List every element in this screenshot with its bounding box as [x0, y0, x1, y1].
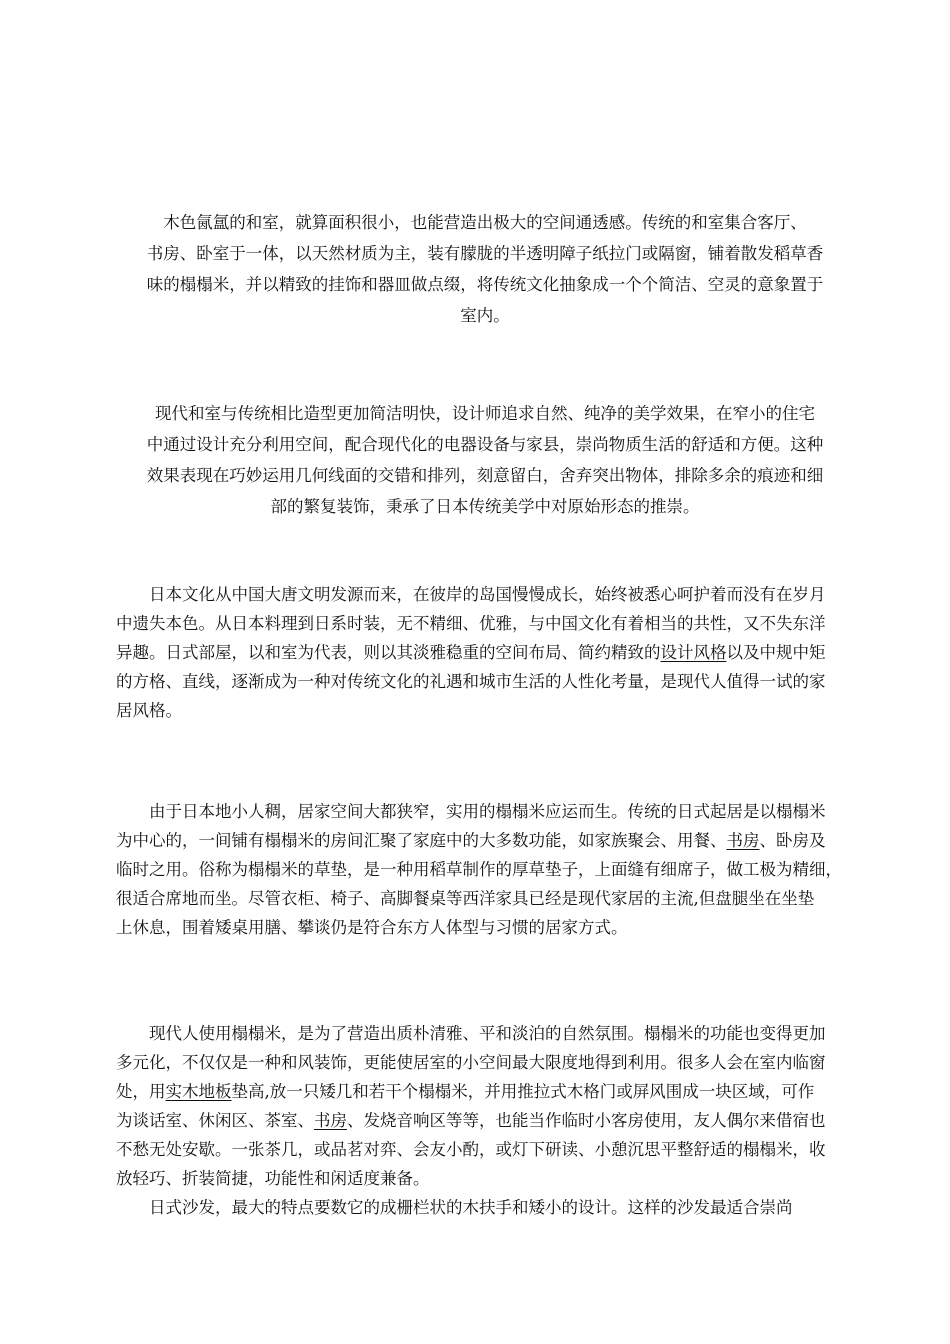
text-segment: 部的繁复装饰，秉承了日本传统美学中对原始形态的推崇。 — [270, 497, 700, 516]
text-line — [116, 1019, 854, 1048]
text-segment: 中通过设计充分利用空间，配合现代化的电器设备与家县，崇尚物质生活的舒适和方便。这种 — [146, 435, 824, 454]
text-line — [116, 913, 854, 942]
text-segment: 以及中规中矩 — [726, 643, 826, 662]
text-segment: 由于日本地小人稠，居家空间大都狭窄，实用的榻榻米应运而生。传统的日式起居是以榻榻米 — [149, 802, 826, 821]
inline-link[interactable]: 书房 — [314, 1111, 347, 1130]
text-segment: 为中心的，一间铺有榻榻米的房间汇聚了家庭中的大多数功能，如家族聚会、用餐、 — [116, 831, 727, 850]
text-line — [116, 826, 854, 855]
text-segment: 现代和室与传统相比造型更加简洁明快，设计师追求自然、纯净的美学效果，在窄小的住宅 — [155, 404, 815, 423]
text-segment: 室内。 — [460, 306, 510, 325]
text-line — [116, 460, 854, 491]
text-segment: 效果表现在巧妙运用几何线面的交错和排列，刻意留白，舍弃突出物体，排除多余的痕迹和细 — [146, 466, 824, 485]
text-line — [116, 855, 854, 884]
paragraph-washitsu-intro — [116, 207, 854, 331]
text-segment: 上休息，围着矮桌用膳、攀谈仍是符合东方人体型与习惯的居家方式。 — [116, 918, 628, 937]
text-line — [116, 1193, 854, 1222]
text-segment: 、卧房及 — [759, 831, 826, 850]
text-line — [116, 300, 854, 331]
text-line — [116, 638, 854, 667]
text-line — [116, 667, 854, 696]
text-line — [116, 609, 854, 638]
text-line — [116, 797, 854, 826]
text-segment: 味的榻榻米，并以精致的挂饰和器皿做点缀，将传统文化抽象成一个个简洁、空灵的意象置于 — [146, 275, 824, 294]
text-segment: 垫高,放一只矮几和若干个榻榻米，并用推拉式木格门或屏风围成一块区域，可作 — [231, 1082, 815, 1101]
inline-link[interactable]: 设计风格 — [660, 643, 727, 662]
text-line — [116, 1077, 854, 1106]
paragraph-japanese-culture — [116, 580, 854, 725]
text-line — [116, 580, 854, 609]
text-segment: 很适合席地而坐。尽管衣柜、椅子、高脚餐桌等西洋家具已经是现代家居的主流,但盘腿坐在坐垫 — [116, 889, 815, 908]
text-line — [116, 207, 854, 238]
text-line — [116, 238, 854, 269]
text-line — [116, 1106, 854, 1135]
text-segment: 、发烧音响区等等，也能当作临时小客房使用，友人偶尔来借宿也 — [347, 1111, 826, 1130]
text-segment: 异趣。日式部屋，以和室为代表，则以其淡雅稳重的空间布局、简约精致的 — [116, 643, 661, 662]
paragraph-modern-tatami-use — [116, 1019, 854, 1222]
text-segment: 不愁无处安歇。一张茶几，或品茗对弈、会友小酌，或灯下研读、小憩沉思平整舒适的榻榻米，收 — [116, 1140, 826, 1159]
text-line — [116, 269, 854, 300]
text-line — [116, 884, 854, 913]
text-line — [116, 696, 854, 725]
text-line — [116, 398, 854, 429]
text-segment: 书房、卧室于一体，以天然材质为主，装有朦胧的半透明障子纸拉门或隔窗，铺着散发稻草香 — [146, 244, 824, 263]
text-segment: 的方格、直线，逐渐成为一种对传统文化的礼遇和城市生活的人性化考量，是现代人值得一试的家 — [116, 672, 826, 691]
paragraph-tatami-origin — [116, 797, 854, 942]
paragraph-modern-washitsu — [116, 398, 854, 522]
text-segment: 为谈话室、休闲区、茶室、 — [116, 1111, 314, 1130]
text-line — [116, 1164, 854, 1193]
text-line — [116, 1048, 854, 1077]
text-segment: 木色氤氲的和室，就算面积很小，也能营造出极大的空间通透感。传统的和室集合客厅、 — [163, 213, 807, 232]
text-line — [116, 491, 854, 522]
text-segment: 居风格。 — [116, 701, 182, 720]
inline-link[interactable]: 实木地板 — [165, 1082, 232, 1101]
text-segment: 放轻巧、折装简捷，功能性和闲适度兼备。 — [116, 1169, 430, 1188]
text-segment: 中遗失本色。从日本料理到日系时装，无不精细、优雅，与中国文化有着相当的共性，又不失东洋 — [116, 614, 826, 633]
inline-link[interactable]: 书房 — [726, 831, 760, 850]
text-segment: 处，用 — [116, 1082, 166, 1101]
text-segment: 现代人使用榻榻米，是为了营造出质朴清雅、平和淡泊的自然氛围。榻榻米的功能也变得更加 — [149, 1024, 826, 1043]
text-segment: 临时之用。俗称为榻榻米的草垫，是一种用稻草制作的厚草垫子，上面缝有细席子，做工极为精细， — [116, 860, 842, 879]
text-line — [116, 429, 854, 460]
text-segment: 日式沙发，最大的特点要数它的成栅栏状的木扶手和矮小的设计。这样的沙发最适合崇尚 — [149, 1198, 793, 1217]
text-segment: 多元化，不仅仅是一种和风装饰，更能使居室的小空间最大限度地得到利用。很多人会在室内临窗 — [116, 1053, 826, 1072]
text-segment: 日本文化从中国大唐文明发源而来，在彼岸的岛国慢慢成长，始终被悉心呵护着而没有在岁月 — [149, 585, 826, 604]
text-line — [116, 1135, 854, 1164]
